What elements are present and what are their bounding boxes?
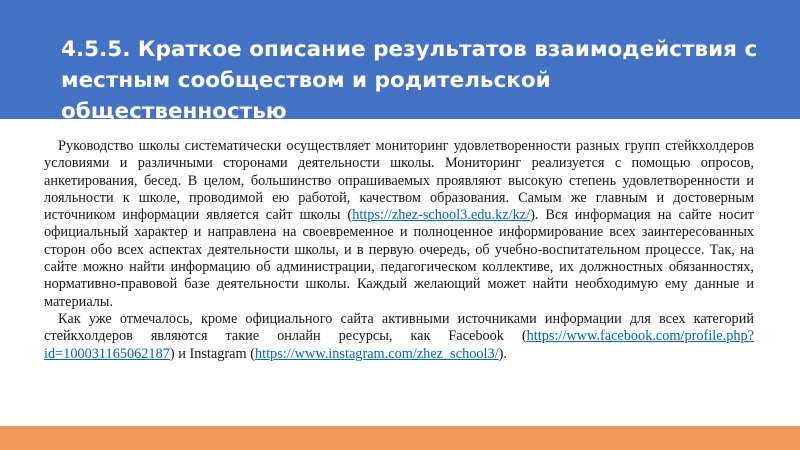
instagram-link[interactable]: https://www.instagram.com/zhez_school3/ <box>254 345 499 362</box>
school-site-link[interactable]: https://zhez-school3.edu.kz/kz/ <box>352 207 531 224</box>
slide-title: 4.5.5. Краткое описание результатов взаимодействия с местным сообществом и родительской общественностью <box>61 37 758 124</box>
paragraph-1-text-a: Руководство школы систематически осуществляет мониторинг удовлетворенности разных групп стейкхолдеров условиями и различными сторонами деятельности школы. Мониторинг реализуется с помощью опросов, анкетирования, бесед. В целом, большинство опрашиваемых проявляют высокую степень удовлетворенности и лояльности к школе, проводимой ею работой, качеством образования. Самым же главным и достоверным источником информации является сайт школы ( <box>44 138 754 224</box>
paragraph-2-text-a: Как уже отмечалось, кроме официального сайта активными источниками информации для всех категорий стейкхолдеров являются такие онлайн ресурсы, как Facebook ( <box>44 310 754 345</box>
paragraph-2-text-b: ) и Instagram ( <box>169 345 255 362</box>
paragraph-2 <box>44 311 754 363</box>
paragraph-1-text-b: ). Вся информация на сайте носит официальный характер и направлена на своевременное и полноценное информирование всех заинтересованных сторон обо всех аспектах деятельности школы, и в первую очередь, об учебно-воспитательном процессе. Так, на сайте можно найти информацию об администрации, педагогическом коллективе, их должностных обязанностях, нормативно-правовой базе деятельности школы. Каждый желающий может найти необходимую ему данные и материалы. <box>44 207 754 310</box>
paragraph-1 <box>44 138 754 311</box>
paragraph-2-text-c: ). <box>498 345 507 362</box>
footer-band <box>0 426 800 450</box>
body-text <box>44 138 754 363</box>
header-band <box>0 0 800 124</box>
facebook-link[interactable]: https://www.facebook.com/profile.php?id=100031165062187 <box>44 328 754 362</box>
